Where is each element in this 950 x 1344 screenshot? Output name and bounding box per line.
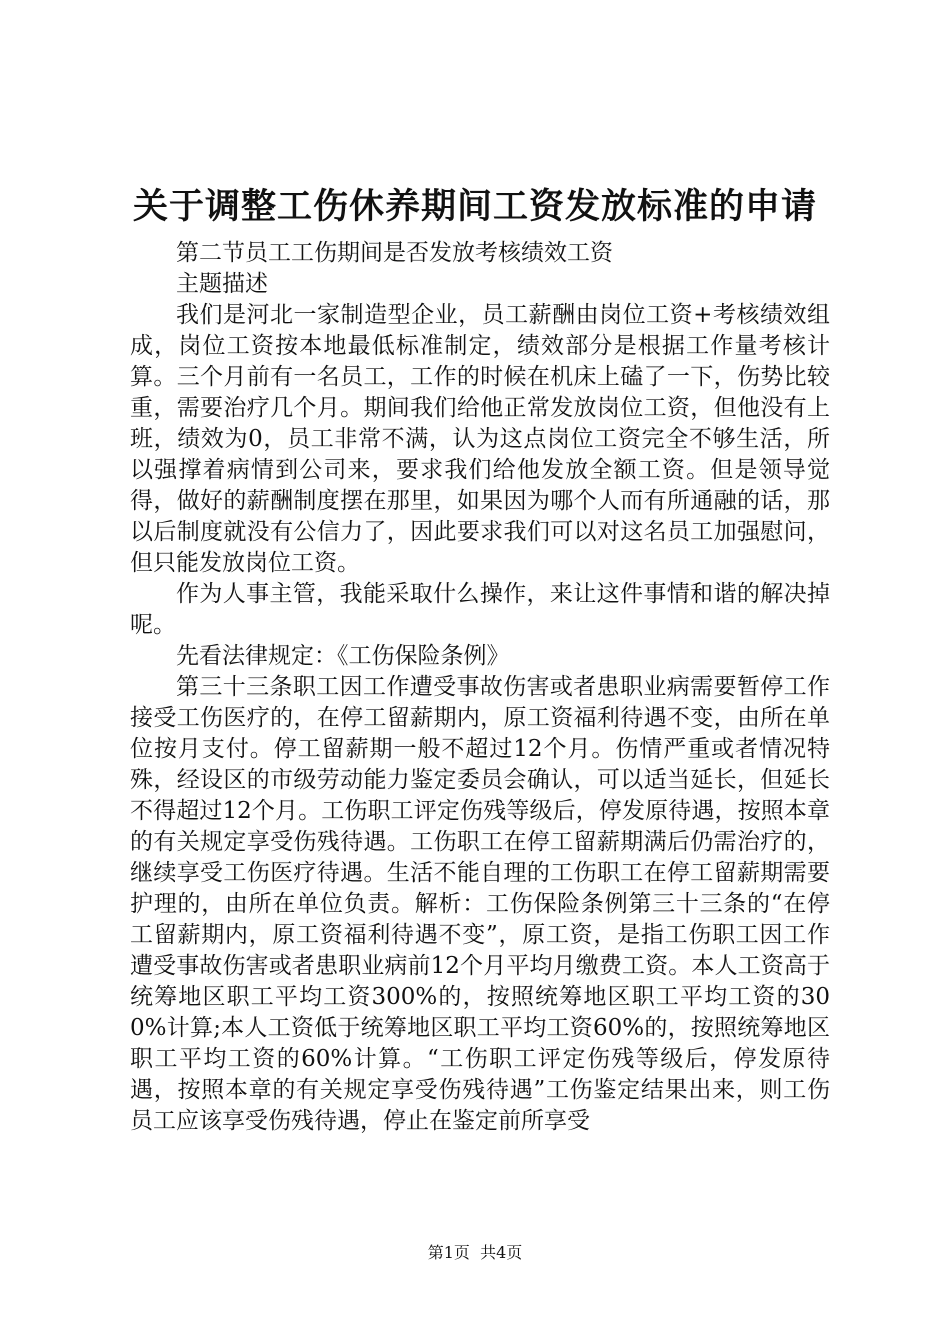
topic-label: 主题描述 (176, 271, 268, 297)
page-number-footer: 第1页 共4页 (427, 1243, 523, 1262)
paragraph-law-reference: 先看法律规定：《工伤保险条例》 (176, 643, 510, 669)
section-heading: 第二节员工工伤期间是否发放考核绩效工资 (176, 240, 613, 266)
document-title: 关于调整工伤休养期间工资发放标准的申请 (132, 186, 817, 227)
paragraph-description: 我们是河北一家制造型企业，员工薪酬由岗位工资+考核绩效组成，岗位工资按本地最低标准制定，绩效部分是根据工作量考核计算。三个月前有一名员工，工作的时候在机床上磕了一下，伤势比较重，需要治疗几个月。期间我们给他正常发放岗位工资，但他没有上班，绩效为0，员工非常不满，认为这点岗位工资完全不够生活，所以强撑着病情到公司来，要求我们给他发放全额工资。但是领导觉得，做好的薪酬制度摆在那里，如果因为哪个人而有所通融的话，那以后制度就没有公信力了，因此要求我们可以对这名员工加强慰问，但只能发放岗位工资。 (130, 302, 830, 576)
paragraph-article-33: 第三十三条职工因工作遭受事故伤害或者患职业病需要暂停工作接受工伤医疗的，在停工留薪期内，原工资福利待遇不变，由所在单位按月支付。停工留薪期一般不超过12个月。伤情严重或者情况特殊，经设区的市级劳动能力鉴定委员会确认，可以适当延长，但延长不得超过12个月。工伤职工评定伤残等级后，停发原待遇，按照本章的有关规定享受伤残待遇。工伤职工在停工留薪期满后仍需治疗的，继续享受工伤医疗待遇。生活不能自理的工伤职工在停工留薪期需要护理的，由所在单位负责。解析：工伤保险条例第三十三条的“在停工留薪期内，原工资福利待遇不变”，原工资，是指工伤职工因工作遭受事故伤害或者患职业病前12个月平均月缴费工资。本人工资高于统筹地区职工平均工资300%的，按照统筹地区职工平均工资的300%计算;本人工资低于统筹地区职工平均工资60%的，按照统筹地区职工平均工资的60%计算。“工伤职工评定伤残等级后，停发原待遇，按照本章的有关规定享受伤残待遇”工伤鉴定结果出来，则工伤员工应该享受伤残待遇，停止在鉴定前所享受 (130, 674, 830, 1134)
paragraph-question: 作为人事主管，我能采取什么操作，来让这件事情和谐的解决掉呢。 (130, 581, 830, 638)
document-body (130, 238, 830, 1137)
